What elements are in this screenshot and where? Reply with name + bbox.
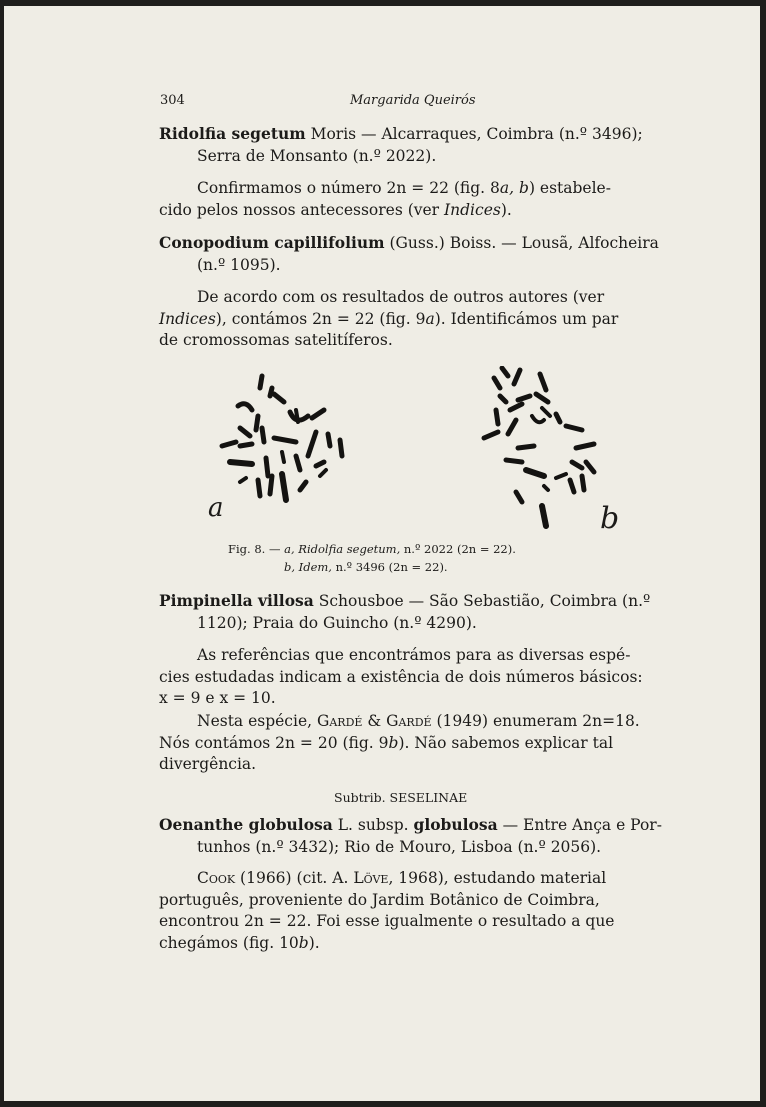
text-run: encontrou 2n = 22. Foi esse igualmente o resultado a que [159,912,615,930]
text-run: cido pelos nossos antecessores (ver [159,200,445,219]
text-run: a, [284,542,295,556]
entry-locality: Schousboe — São Sebastião, Coimbra (n.º [313,592,651,610]
page [4,6,760,1101]
text-run: ). [500,200,512,219]
text-run: a [425,309,435,328]
text-run: x = 9 e x = 10. [159,689,276,707]
text-run: As referências que encontrámos para as diversas espé- [197,646,631,664]
species-name: Pimpinella villosa [159,591,314,610]
cell-b-chromosomes [484,368,594,526]
text-run: & [362,712,387,730]
entry-oenanthe [159,814,669,858]
text-run: chegámos (fig. 10 [159,933,299,952]
entry-ridolfia [159,123,669,167]
text-run: divergência. [159,755,257,773]
entry-continuation: tunhos (n.º 3432); Rio de Mouro, Lisboa (n.º 2056). [197,837,602,856]
running-author: Margarida Queirós [350,93,476,108]
entry-locality: L. subsp. [332,816,414,834]
text-run: b [388,733,399,752]
cell-a-chromosomes [222,376,342,500]
figure-caption [228,540,648,576]
text-run: (1966) (cit. A. [235,869,354,887]
text-run: cies estudadas indicam a existência de dois números básicos: [159,667,643,686]
entry-pimpinella [159,590,669,634]
text-run: ) estabele- [528,179,611,197]
entry-continuation: Serra de Monsanto (n.º 2022). [197,146,437,165]
subtribe-heading: Subtrib. SESELINAE [334,790,468,805]
text-run: de cromossomas satelitíferos. [159,331,393,349]
paragraph-5 [159,868,669,954]
entry-continuation: 1120); Praia do Guincho (n.º 4290). [197,613,477,632]
text-run: (1949) enumeram 2n=18. [431,712,640,730]
paragraph-2 [159,287,669,352]
text-run: b, Idem, [284,560,332,574]
paragraph-4 [159,711,669,776]
text-run: Nós contámos 2n = 20 (fig. 9 [159,733,389,752]
text-run: Gardé [316,712,363,730]
entry-locality: Moris — Alcarraques, Coimbra (n.º 3496); [305,125,643,143]
text-run: , 1968), estudando material [388,869,607,887]
text-run: ), contámos 2n = 22 (fig. 9 [215,309,426,328]
entry-locality: — Entre Ança e Por- [497,816,662,834]
text-run: ). [308,933,320,952]
entry-conopodium [159,232,669,276]
species-name: Ridolfia segetum [159,124,306,143]
text-run: n.º 2022 (2n = 22). [400,542,516,556]
text-run: ). Identificámos um par [434,309,619,328]
running-header [160,91,670,113]
text-run: Gardé [386,712,432,730]
species-name: Conopodium capillifolium [159,233,385,252]
text-run: n.º 3496 (2n = 22). [331,560,448,574]
page-number: 304 [160,93,185,108]
figure-8-chromosomes [200,366,640,546]
paragraph-1 [159,178,669,221]
figure-label-a: a [208,493,224,523]
caption-line-2 [228,558,648,576]
figure-label-b: b [600,501,620,536]
text-run: Ridolfia segetum, [294,542,401,556]
text-run: Nesta espécie, [197,712,317,730]
entry-continuation: (n.º 1095). [197,255,281,274]
text-run: Cook [197,869,236,887]
text-run: De acordo com os resultados de outros autores (ver [197,288,605,306]
text-run: Fig. 8. — [228,542,285,556]
text-run: Indices [159,309,216,328]
text-run: português, proveniente do Jardim Botânico de Coimbra, [159,890,600,909]
text-run: a, b [499,179,529,197]
entry-locality: (Guss.) Boiss. — Lousã, Alfocheira [384,234,659,252]
paragraph-3 [159,645,669,710]
text-run: Indices [444,200,501,219]
text-run: Löve [353,869,389,887]
chromosome-drawing [200,366,640,546]
text-run: Confirmamos o número 2n = 22 (fig. 8 [197,179,500,197]
text-run: b [298,933,309,952]
subspecies-name: globulosa [413,815,498,834]
species-name: Oenanthe globulosa [159,815,333,834]
text-run: ). Não sabemos explicar tal [398,733,614,752]
caption-line-1 [228,540,648,558]
